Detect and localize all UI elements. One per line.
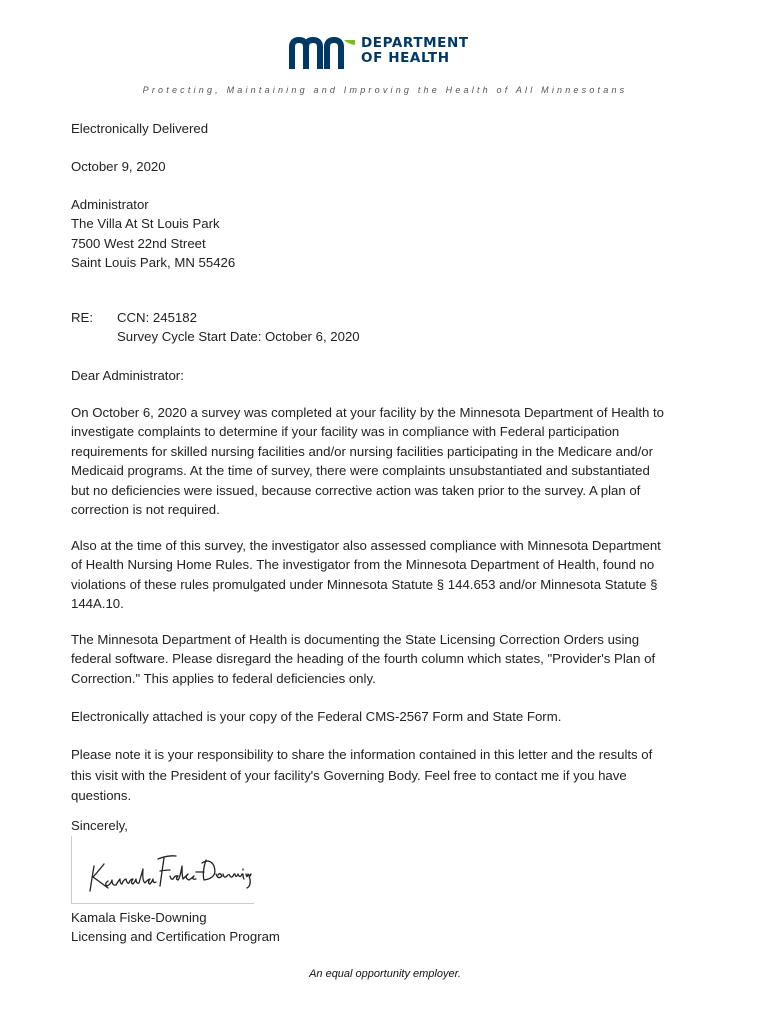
handwritten-signature <box>72 836 254 903</box>
re-block <box>71 308 696 348</box>
paragraph-software <box>71 630 696 688</box>
text-line: On October 6, 2020 a survey was completed at your facility by the Minnesota Department of Health to <box>71 405 665 420</box>
address-line: The Villa At St Louis Park <box>71 216 220 232</box>
delivery-method: Electronically Delivered <box>71 121 209 136</box>
letter-date: October 9, 2020 <box>71 159 166 174</box>
signature-box <box>71 836 254 904</box>
text-line: violations of these rules promulgated under Minnesota Statute § 144.653 and/or Minnesota Statute § <box>71 576 658 592</box>
address-line: Administrator <box>71 197 149 212</box>
text-line: Also at the time of this survey, the investigator also assessed compliance with Minnesota Department <box>71 538 661 553</box>
closing: Sincerely, <box>71 818 128 833</box>
re-line: Survey Cycle Start Date: October 6, 2020 <box>117 329 360 345</box>
address-line: Saint Louis Park, MN 55426 <box>71 255 236 271</box>
text-line: Correction." This applies to federal deficiencies only. <box>71 670 376 686</box>
text-line: of Health Nursing Home Rules. The investigator from the Minnesota Department of Health, found no <box>71 557 655 573</box>
re-details <box>117 308 360 347</box>
logo-line2: OF HEALTH <box>361 50 450 66</box>
mdh-logo <box>289 35 489 69</box>
recipient-address <box>71 195 696 273</box>
tagline: Protecting, Maintaining and Improving the Health of All Minnesotans <box>142 85 628 95</box>
address-line: 7500 West 22nd Street <box>71 235 206 251</box>
re-line: CCN: 245182 <box>117 310 197 325</box>
footer-eoe: An equal opportunity employer. <box>309 968 461 980</box>
re-label: RE: <box>71 310 93 325</box>
text-line: questions. <box>71 788 132 803</box>
text-line: Please note it is your responsibility to share the information contained in this letter and the results of <box>71 747 653 762</box>
text-line: federal software. Please disregard the heading of the fourth column which states, "Provider's Plan of <box>71 651 656 667</box>
text-line: correction is not required. <box>71 502 220 518</box>
paragraph-attachment: Electronically attached is your copy of the Federal CMS-2567 Form and State Form. <box>71 709 562 724</box>
logo-line1: DEPARTMENT <box>361 35 469 51</box>
text-line: investigate complaints to determine if your facility was in compliance with Federal participation <box>71 424 620 440</box>
paragraph-state-rules <box>71 536 696 614</box>
paragraph-responsibility <box>71 745 696 807</box>
paragraph-survey <box>71 403 696 519</box>
text-line: this visit with the President of your facility's Governing Body. Feel free to contact me if you have <box>71 767 627 783</box>
text-line: The Minnesota Department of Health is documenting the State Licensing Correction Orders using <box>71 632 640 647</box>
text-line: Medicaid programs. At the time of survey, there were complaints unsubstantiated and substantiated <box>71 463 650 479</box>
logo-wordmark <box>361 36 469 66</box>
mn-logo-mark <box>289 35 357 69</box>
salutation: Dear Administrator: <box>71 368 184 383</box>
text-line: requirements for skilled nursing facilities and/or nursing facilities participating in the Medicare and/or <box>71 443 654 459</box>
text-line: 144A.10. <box>71 596 124 612</box>
signer-title: Licensing and Certification Program <box>71 929 280 945</box>
text-line: but no deficiencies were issued, because corrective action was taken prior to the survey. A plan of <box>71 482 641 498</box>
signer-name: Kamala Fiske-Downing <box>71 910 207 925</box>
signer-block <box>71 908 696 947</box>
